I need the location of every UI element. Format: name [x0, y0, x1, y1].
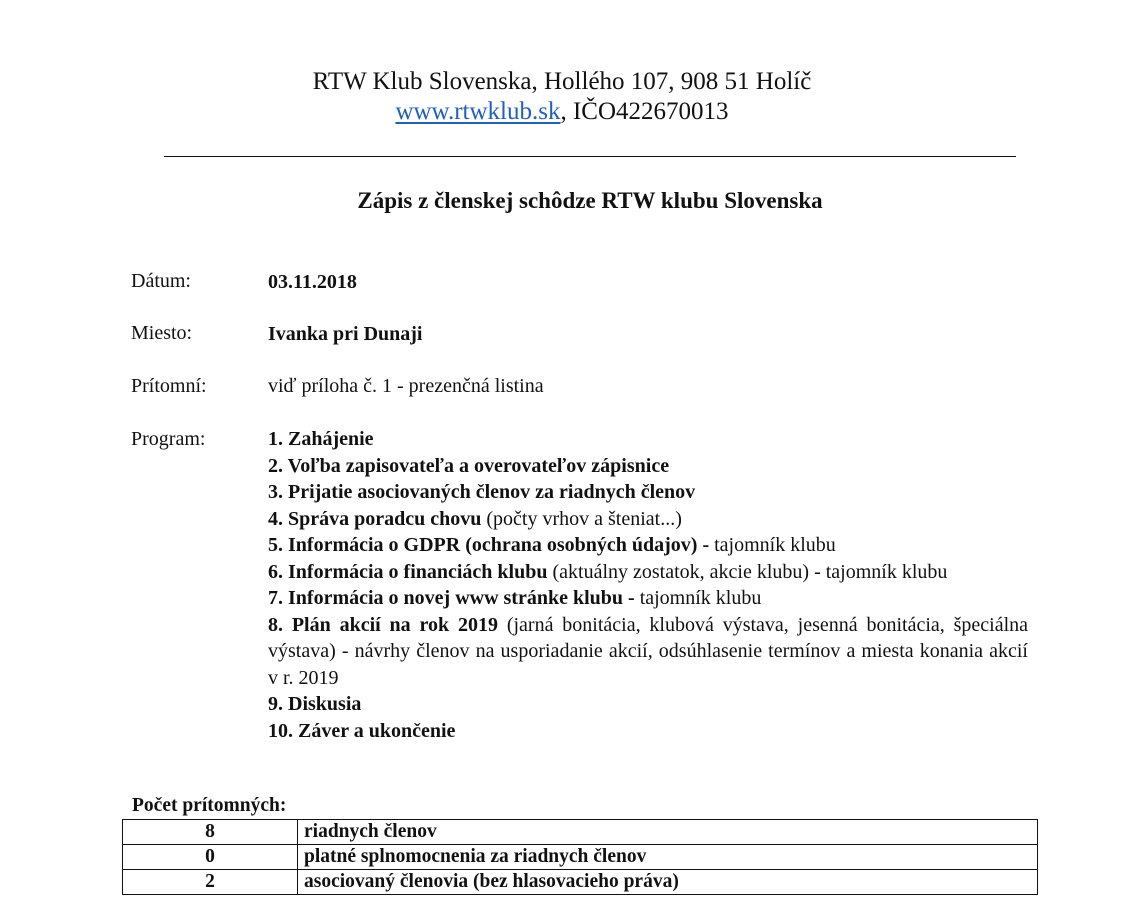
attendance-table — [122, 819, 1038, 895]
attendance-count: 0 — [123, 845, 298, 870]
table-row — [123, 820, 1038, 845]
program-label: Program: — [131, 428, 206, 450]
attendance-heading: Počet prítomných: — [132, 795, 287, 816]
program-list — [268, 426, 1028, 744]
program-item: 7. Informácia o novej www stránke klubu - tajomník klubu — [268, 587, 762, 609]
present-label: Prítomní: — [131, 375, 207, 397]
place-label: Miesto: — [131, 322, 193, 344]
header-divider — [164, 156, 1016, 157]
date-label: Dátum: — [131, 270, 191, 292]
document-title: Zápis z členskej schôdze RTW klubu Slovenska — [357, 188, 823, 213]
date-value: 03.11.2018 — [268, 271, 357, 293]
table-row — [123, 845, 1038, 870]
attendance-desc: riadnych členov — [298, 820, 1038, 845]
ico-number: , IČO422670013 — [560, 98, 729, 125]
program-item: 10. Záver a ukončenie — [268, 719, 456, 742]
table-row — [123, 870, 1038, 895]
program-item: 4. Správa poradcu chovu (počty vrhov a šteniat...) — [268, 507, 682, 530]
website-link[interactable]: www.rtwklub.sk — [395, 98, 561, 125]
program-item: 3. Prijatie asociovaných členov za riadnych členov — [268, 481, 696, 503]
program-item: 5. Informácia o GDPR (ochrana osobných údajov) - tajomník klubu — [268, 534, 836, 556]
present-value: viď príloha č. 1 - prezenčná listina — [268, 375, 544, 397]
program-item: 6. Informácia o financiách klubu (aktuálny zostatok, akcie klubu) - tajomník klubu — [268, 560, 948, 583]
program-item: 9. Diskusia — [268, 693, 362, 715]
attendance-count: 8 — [123, 820, 298, 845]
attendance-desc: platné splnomocnenia za riadnych členov — [298, 845, 1038, 870]
club-address: RTW Klub Slovenska, Hollého 107, 908 51 Holíč — [312, 68, 812, 95]
program-item: 1. Zahájenie — [268, 428, 374, 450]
attendance-count: 2 — [123, 870, 298, 895]
program-item: 2. Voľba zapisovateľa a overovateľov zápisnice — [268, 454, 670, 477]
program-item: 8. Plán akcií na rok 2019 (jarná bonitácia, klubová výstava, jesenná bonitácia, špeciálna výstava) - návrhy členov na usporiadanie akcií, odsúhlasenie termínov a miesta konania akcií v r. 2019 — [268, 613, 1028, 689]
attendance-desc: asociovaný členovia (bez hlasovacieho práva) — [298, 870, 1038, 895]
place-value: Ivanka pri Dunaji — [268, 323, 423, 345]
club-contact — [0, 97, 1124, 127]
